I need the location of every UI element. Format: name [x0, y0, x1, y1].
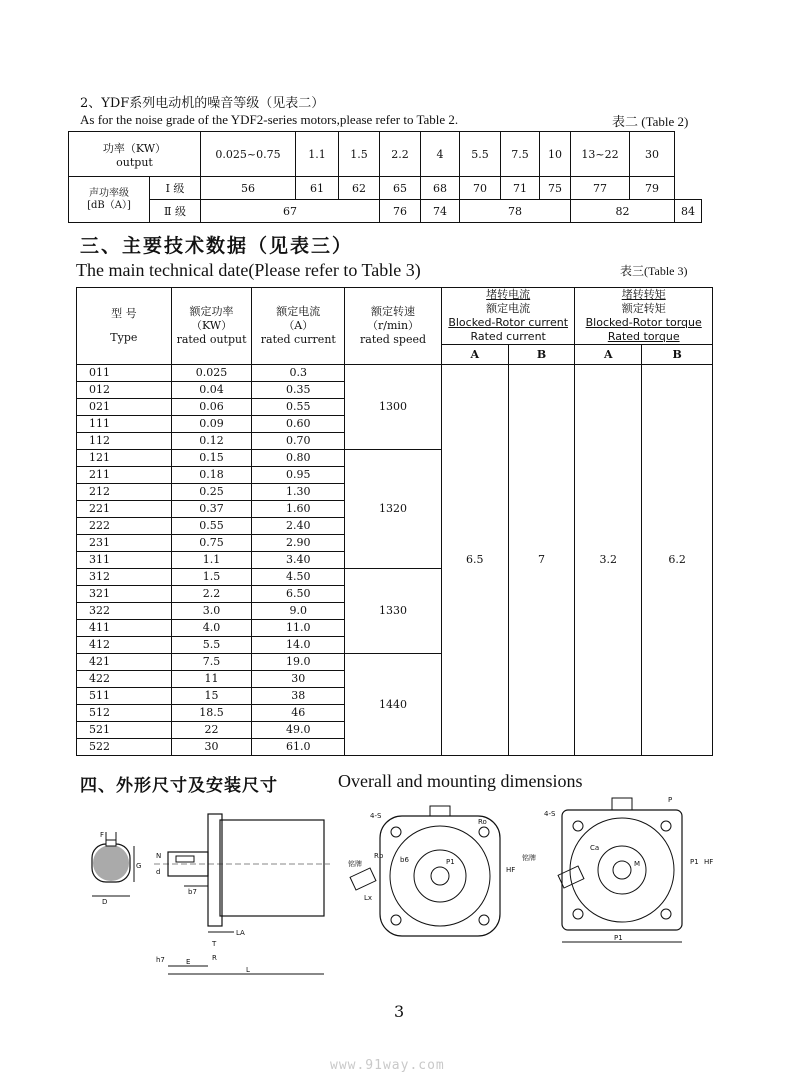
current-cell: 9.0	[252, 603, 345, 620]
outer-circle-2	[570, 818, 674, 922]
type-header-cn: 型 号	[111, 307, 137, 320]
type-cell: 321	[77, 586, 172, 603]
shaft-section-drawing	[80, 822, 150, 922]
grade2-value: 76	[380, 200, 421, 223]
middle-circle-2	[598, 846, 646, 894]
watermark: www.91way.com	[330, 1058, 445, 1073]
output-cell: 30	[171, 739, 252, 756]
mount-hole	[479, 915, 489, 925]
grade2-value: 67	[201, 200, 380, 223]
grade1-value: 68	[421, 177, 460, 200]
lifting-lug	[430, 806, 450, 816]
output-cell: 2.2	[171, 586, 252, 603]
grade1-value: 70	[460, 177, 501, 200]
type-cell: 221	[77, 501, 172, 518]
brt-header-en: Blocked-Rotor torque	[585, 316, 702, 329]
current-cell: 11.0	[252, 620, 345, 637]
type-header-en: Type	[110, 331, 138, 344]
label-f: F	[100, 831, 105, 839]
grade1-value: 79	[630, 177, 675, 200]
output-cell: 3.0	[171, 603, 252, 620]
label-l: L	[246, 966, 250, 974]
shaft-section	[93, 845, 129, 881]
output-cell: 1.1	[171, 552, 252, 569]
speed-cell: 1300	[345, 365, 442, 450]
motor-front-view-1	[348, 802, 518, 962]
brc-header-cn2: 额定电流	[486, 302, 531, 315]
type-cell: 422	[77, 671, 172, 688]
output-cell: 15	[171, 688, 252, 705]
type-cell: 231	[77, 535, 172, 552]
current-cell: 0.95	[252, 467, 345, 484]
mount-hole-2	[661, 909, 671, 919]
output-cell: 2.2	[380, 132, 421, 177]
label-b6: b6	[400, 856, 409, 864]
brc-header-en2: Rated current	[470, 330, 546, 343]
output-header-unit: （KW）	[190, 319, 233, 332]
output-cell: 7.5	[171, 654, 252, 671]
noise-section-subtitle: As for the noise grade of the YDF2-series motors,please refer to Table 2.	[80, 112, 459, 127]
brc-b-value: 7	[508, 365, 575, 756]
output-cell: 30	[630, 132, 675, 177]
current-cell: 0.70	[252, 433, 345, 450]
output-cell: 0.025~0.75	[201, 132, 296, 177]
current-cell: 0.55	[252, 399, 345, 416]
brt-header-cn: 堵转转矩	[621, 288, 666, 301]
grade2-value: 82	[571, 200, 675, 223]
type-cell: 421	[77, 654, 172, 671]
tech-section-title: 三、主要技术数据（见表三）	[80, 235, 354, 257]
output-cell: 0.12	[171, 433, 252, 450]
output-header-cn: 额定功率	[189, 305, 234, 318]
type-cell: 211	[77, 467, 172, 484]
type-cell: 222	[77, 518, 172, 535]
current-cell: 38	[252, 688, 345, 705]
label-g: G	[136, 862, 142, 870]
brt-a-value: 3.2	[575, 365, 642, 756]
output-cell: 0.025	[171, 365, 252, 382]
output-cell: 0.15	[171, 450, 252, 467]
output-cell: 18.5	[171, 705, 252, 722]
label-p: P	[668, 796, 673, 804]
output-cell: 4.0	[171, 620, 252, 637]
current-header-cn: 额定电流	[276, 305, 321, 318]
noise-grade-table	[68, 131, 702, 223]
output-cell: 0.09	[171, 416, 252, 433]
grade2-value: 84	[675, 200, 702, 223]
speed-cell: 1320	[345, 450, 442, 569]
nameplate	[350, 868, 376, 890]
type-cell: 311	[77, 552, 172, 569]
current-cell: 1.30	[252, 484, 345, 501]
grade2-label: Ⅱ 级	[150, 200, 201, 223]
type-cell: 411	[77, 620, 172, 637]
output-cell: 0.06	[171, 399, 252, 416]
label-p1: P1	[446, 858, 455, 866]
output-cell: 4	[421, 132, 460, 177]
type-cell: 112	[77, 433, 172, 450]
type-cell: 111	[77, 416, 172, 433]
type-cell: 021	[77, 399, 172, 416]
output-cell: 0.37	[171, 501, 252, 518]
output-header-en: rated output	[176, 333, 247, 346]
current-cell: 49.0	[252, 722, 345, 739]
output-header-cn: 功率（KW）	[102, 141, 167, 155]
output-cell: 11	[171, 671, 252, 688]
label-n: N	[156, 852, 162, 860]
mount-hole-2	[573, 821, 583, 831]
current-cell: 1.60	[252, 501, 345, 518]
current-cell: 4.50	[252, 569, 345, 586]
mount-hole	[391, 915, 401, 925]
table2-tag: 表二 (Table 2)	[612, 114, 689, 129]
tech-section-subtitle: The main technical date(Please refer to Table 3)	[76, 260, 421, 280]
blocked-rotor-torque-header	[575, 288, 713, 345]
label-b7: b7	[188, 888, 197, 896]
middle-circle	[414, 850, 466, 902]
label-d-small: d	[156, 868, 161, 876]
label-nameplate-2: 铭牌	[522, 854, 536, 862]
tech-data-table	[76, 287, 713, 756]
brt-b-value: 6.2	[642, 365, 713, 756]
brc-header-en: Blocked-Rotor current	[448, 316, 569, 329]
label-rb: Rb	[374, 852, 384, 860]
type-cell: 522	[77, 739, 172, 756]
current-header-en: rated current	[260, 333, 336, 346]
mount-hole	[391, 827, 401, 837]
grade1-value: 62	[339, 177, 380, 200]
key-slot	[106, 840, 116, 846]
outer-circle	[390, 826, 490, 926]
grade2-value: 78	[460, 200, 571, 223]
label-4s-2: 4-S	[544, 810, 556, 818]
brt-header-cn2: 额定转矩	[621, 302, 666, 315]
grade1-label: Ⅰ 级	[150, 177, 201, 200]
label-r: R	[212, 954, 217, 962]
type-cell: 511	[77, 688, 172, 705]
current-cell: 14.0	[252, 637, 345, 654]
dims-section-title: 四、外形尺寸及安装尺寸	[80, 776, 278, 796]
tech-table-body	[77, 365, 713, 756]
speed-header-en: rated speed	[360, 333, 427, 346]
label-ca: Ca	[590, 844, 600, 852]
type-cell: 012	[77, 382, 172, 399]
current-cell: 61.0	[252, 739, 345, 756]
current-cell: 0.60	[252, 416, 345, 433]
label-h7: h7	[156, 956, 165, 964]
table3-tag: 表三(Table 3)	[620, 264, 688, 278]
brt-col-b: B	[642, 345, 713, 365]
sound-power-unit: [dB（A）]	[87, 199, 131, 211]
current-header-unit: （A）	[283, 319, 314, 332]
shaft-circle-2	[613, 861, 631, 879]
speed-header-cn: 额定转速	[371, 305, 416, 318]
current-cell: 46	[252, 705, 345, 722]
type-header	[77, 288, 172, 365]
output-cell: 5.5	[460, 132, 501, 177]
grade1-value: 61	[296, 177, 339, 200]
grade1-value: 71	[501, 177, 540, 200]
label-ro: Ro	[478, 818, 487, 826]
output-cell: 1.5	[171, 569, 252, 586]
current-cell: 19.0	[252, 654, 345, 671]
grade2-value: 74	[421, 200, 460, 223]
output-cell: 0.18	[171, 467, 252, 484]
type-cell: 212	[77, 484, 172, 501]
grade1-value: 77	[571, 177, 630, 200]
current-cell: 0.80	[252, 450, 345, 467]
label-hf: HF	[506, 866, 516, 874]
noise-section-title: 2、YDF系列电动机的噪音等级（见表二）	[80, 96, 325, 111]
speed-header-unit: （r/min）	[367, 319, 420, 332]
label-t: T	[212, 940, 217, 948]
label-la: LA	[236, 929, 245, 937]
label-d: D	[102, 898, 108, 906]
output-header	[69, 132, 201, 177]
shaft-circle	[431, 867, 449, 885]
front-frame	[380, 816, 500, 936]
output-cell: 1.5	[339, 132, 380, 177]
type-cell: 011	[77, 365, 172, 382]
current-cell: 2.40	[252, 518, 345, 535]
dims-section-subtitle: Overall and mounting dimensions	[338, 771, 583, 791]
type-cell: 121	[77, 450, 172, 467]
motor-front-view-2	[518, 792, 718, 952]
grade1-value: 65	[380, 177, 421, 200]
brc-header-cn: 堵转电流	[486, 288, 531, 301]
brc-a-value: 6.5	[441, 365, 508, 756]
current-header	[252, 288, 345, 365]
current-cell: 0.3	[252, 365, 345, 382]
page-number: 3	[394, 1002, 405, 1021]
speed-cell: 1440	[345, 654, 442, 756]
brc-col-a: A	[441, 345, 508, 365]
mount-hole-2	[661, 821, 671, 831]
brc-col-b: B	[508, 345, 575, 365]
current-cell: 3.40	[252, 552, 345, 569]
output-header	[171, 288, 252, 365]
output-cell: 0.55	[171, 518, 252, 535]
label-p1-side: P1	[690, 858, 699, 866]
grade1-value: 75	[540, 177, 571, 200]
table-row	[77, 365, 713, 382]
output-cell: 10	[540, 132, 571, 177]
blocked-rotor-current-header	[441, 288, 575, 345]
current-cell: 30	[252, 671, 345, 688]
label-lx: Lx	[364, 894, 373, 902]
speed-cell: 1330	[345, 569, 442, 654]
output-header-en: output	[116, 155, 153, 169]
label-p1-bottom: P1	[614, 934, 623, 942]
brt-col-a: A	[575, 345, 642, 365]
current-cell: 0.35	[252, 382, 345, 399]
sound-power-header	[69, 177, 150, 223]
output-cell: 7.5	[501, 132, 540, 177]
motor-side-view	[150, 812, 340, 982]
sound-power-cn: 声功率级	[89, 187, 129, 199]
mount-hole-2	[573, 909, 583, 919]
type-cell: 521	[77, 722, 172, 739]
label-hf-2: HF	[704, 858, 714, 866]
current-cell: 6.50	[252, 586, 345, 603]
current-cell: 2.90	[252, 535, 345, 552]
label-nameplate: 铭牌	[348, 860, 362, 868]
label-e: E	[186, 958, 191, 966]
output-cell: 0.75	[171, 535, 252, 552]
output-cell: 22	[171, 722, 252, 739]
motor-body	[220, 820, 324, 916]
lifting-lug-2	[612, 798, 632, 810]
type-cell: 312	[77, 569, 172, 586]
output-cell: 1.1	[296, 132, 339, 177]
type-cell: 412	[77, 637, 172, 654]
output-cell: 0.04	[171, 382, 252, 399]
speed-header	[345, 288, 442, 365]
label-m: M	[634, 860, 641, 868]
label-4s: 4-S	[370, 812, 382, 820]
type-cell: 322	[77, 603, 172, 620]
shaft-key	[176, 856, 194, 862]
type-cell: 512	[77, 705, 172, 722]
mount-hole	[479, 827, 489, 837]
output-cell: 0.25	[171, 484, 252, 501]
output-cell: 13~22	[571, 132, 630, 177]
brt-header-en2: Rated torque	[607, 330, 680, 343]
output-cell: 5.5	[171, 637, 252, 654]
grade1-value: 56	[201, 177, 296, 200]
